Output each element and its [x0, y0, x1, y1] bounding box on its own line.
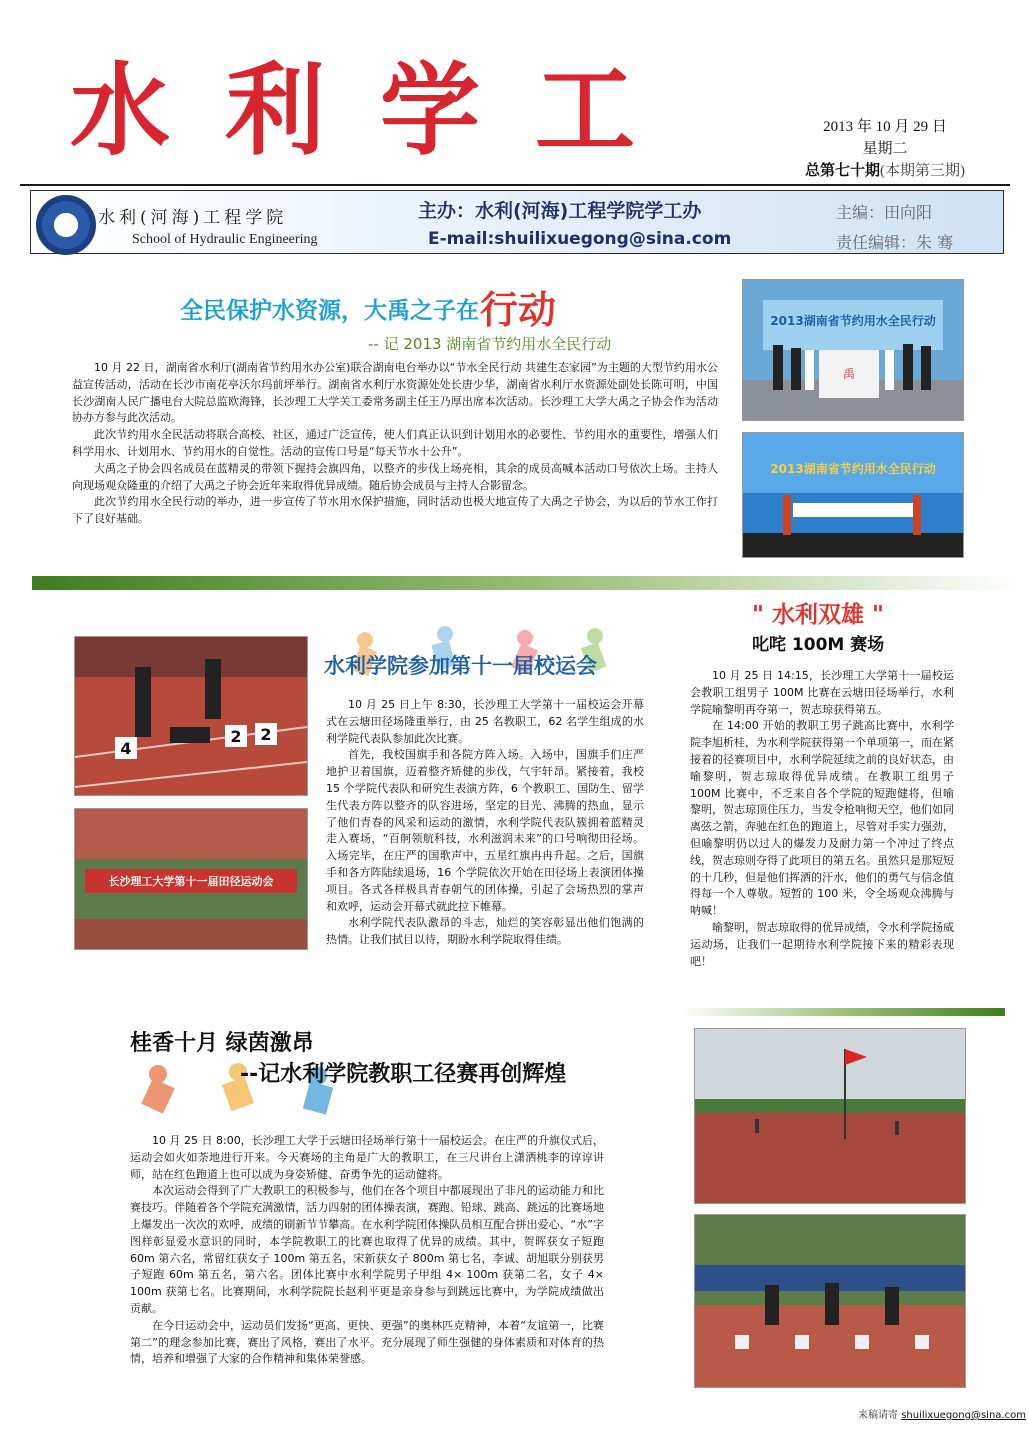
school-name-cn: 水利(河海)工程学院 — [98, 208, 288, 228]
school-logo-icon — [36, 195, 96, 255]
footer-email[interactable]: shuilixuegong@sina.com — [901, 1410, 1026, 1421]
sponsor: 主办：水利(河海)工程学院学工办 — [418, 200, 702, 222]
article1-subtitle: -- 记 2013 湖南省节约用水全民行动 — [368, 335, 612, 353]
article3-subheadline: 叱咤 100M 赛场 — [752, 635, 885, 655]
section-divider-right — [680, 1008, 1005, 1016]
footer-prefix: 来稿请寄 — [858, 1410, 898, 1421]
paragraph: 此次节约用水全民行动的举办，进一步宣传了节水用水保护措施，同时活动也极大地宣传了大禹之子协会，为以后的节水工作打下了良好基础。 — [72, 495, 718, 526]
editors — [836, 198, 953, 258]
photo2-banner-text: 2013湖南省节约用水全民行动 — [770, 462, 936, 476]
photo4-banner-text: 长沙理工大学第十一届田径运动会 — [108, 875, 274, 888]
date-block — [790, 116, 980, 182]
article1-headline: 全民保护水资源，大禹之子在 — [180, 298, 479, 324]
photo-sprinters — [694, 1214, 966, 1388]
bib-number: 4 — [120, 739, 132, 758]
footer — [858, 1406, 1026, 1421]
issue-sub: (本期第三期) — [880, 163, 965, 179]
masthead-title: 水利学工 — [70, 51, 690, 169]
paragraph: 水利学院代表队激昂的斗志，灿烂的笑容彰显出他们饱满的热情。让我们拭目以待，期盼水利学院取得佳绩。 — [326, 916, 644, 947]
paragraph: 10 月 25 日上午 8:30，长沙理工大学第十一届校运会开幕式在云塘田径场隆重举行，由 25 名教职工，62 名学生组成的水利学院代表队参加此次比赛。 — [326, 698, 644, 745]
paragraph: 喻黎明，贺志琼取得的优异成绩，令水利学院扬威运动场，让我们一起期待水利学院接下来的精彩表现吧！ — [690, 920, 954, 968]
issue-main: 总第七十期 — [804, 163, 880, 179]
article3-headline: " 水利双雄 " — [752, 602, 884, 628]
issue-number — [790, 160, 980, 182]
paragraph: 本次运动会得到了广大教职工的积极参与，他们在各个项目中都展现出了非凡的运动能力和比赛技巧。伴随着各个学院充满激情，活力四射的团体操表演，赛跑、铅球、跳高、跳远的比赛场地上爆发出一次次的欢呼，成绩的刷新节节攀高。在水利学院团体操队员相互配合拼出爱心、“水”字图样彰显爱水意识的同时，本学院教职工的比赛也取得了优异的成绩。其中，贺晖获女子短跑 60m 第六名，常留红获女子 100m 第五名，宋新获女子 800m 第七名，李诚、胡旭联分别获男子短跑 60m 第五名，第六名。团体比赛中水利学院男子甲组 4× 100m 获第二名，女子 4× 100m 获第七名。比赛期间，水利学院院长赵利平更是亲身参与到跳远比赛中，为学院成绩做出贡献。 — [130, 1184, 604, 1315]
svg-text:禹: 禹 — [842, 367, 856, 381]
paragraph: 10 月 25 日 8:00，长沙理工大学于云塘田径场举行第十一届校运会。在庄严的升旗仪式后，运动会如火如荼地进行开来。今天赛场的主角是广大的教职工，在三尺讲台上潇洒桃李的谆谆讲师，站在红色跑道上也可以成为身姿矫健、奋勇争先的运动健将。 — [130, 1134, 604, 1181]
photo-group-banner — [742, 279, 964, 421]
photo1-banner-text: 2013湖南省节约用水全民行动 — [770, 314, 936, 328]
article1-body — [72, 360, 718, 528]
photo-stage — [742, 432, 964, 558]
photo-track-flag — [694, 1028, 966, 1204]
paragraph: 在 14:00 开始的教职工男子跳高比赛中，水利学院李旭析桂，为水利学院获得第一个单项第一，而在紧接着的径赛项目中，水利学院延续之前的良好状态，由喻黎明，贺志琼取得优异成绩。在教职工组男子 100M 比赛中，不乏来自各个学院的短跑健将，但喻黎明，贺志琼顶住压力，当发令枪响彻天空，他们如同离弦之箭，奔驰在红色的跑道上，尽管对手实力强劲，但喻黎明仍以过人的爆发力及耐力第一个冲过了终点线，贺志琼则夺得了此项目的第五名。虽然只是那短短的十几秒，但是他们挥洒的汗水，他们的勇气与信念值得每一个人尊敬。短暂的 100 米，令全场观众沸腾与呐喊！ — [690, 719, 954, 918]
paragraph: 首先，我校国旗手和各院方阵入场。入场中，国旗手们庄严地护卫着国旗，迈着整齐矫健的步伐，气宇轩昂。紧接着，我校 15 个学院代表队和研究生表演方阵，6 个教职工、国防生、留学生代表方阵以整齐的队容进场，坚定的目光、沸腾的热血，显示了他们青春的风采和运动的激情，水利学院代表队簇拥着蓝精灵走入赛场，“百舸领航科技，水利滋润未来”的口号响彻田径场。入场完毕，在庄严的国歌声中，五星红旗冉冉升起。之后，国旗手和各方阵陆续退场，16 个学院依次开始在田径场上表演团体操项目。各式各样极具青春朝气的团体操，引起了会场热烈的掌声和欢呼，运动会开幕式就此拉下帷幕。 — [326, 748, 644, 913]
chief-editor: 主编：田向阳 — [836, 203, 933, 222]
paragraph: 在今日运动会中，运动员们发扬“更高、更快、更强”的奥林匹克精神，本着“友谊第一，比赛第二”的理念参加比赛，赛出了风格，赛出了水平。充分展现了师生强健的身体素质和对体育的热情，培养和增强了大家的合作精神和集体荣誉感。 — [130, 1318, 604, 1366]
paragraph: 此次节约用水全民活动将联合高校、社区，通过广泛宣传，使人们真正认识到计划用水的必要性、节约用水的重要性，增强人们科学用水、计划用水、节约用水的自觉性。活动的宣传口号是“每天节水十公升”。 — [72, 428, 718, 458]
paragraph: 10 月 22 日，湖南省水利厅(湖南省节约用水办公室)联合湖南电台举办以“节水全民行动 共建生态家园”为主题的大型节约用水公益宣传活动，活动在长沙市南花亭沃尔玛前坪举行。湖南省水利厅水资源处处长唐少华，湖南省水利厅水资源处副处长陈可明，中国长沙湖南人民广播电台大院总监欧海锋，长沙理工大学关工委常务副主任王乃厚出席本次活动。长沙理工大学大禹之子协会作为活动协办方参与此次活动。 — [72, 361, 718, 425]
bib-number: 2 — [230, 727, 242, 746]
article3-body — [690, 668, 954, 970]
contact-email[interactable]: E-mail:shuilixuegong@sina.com — [428, 229, 732, 249]
article4-headline: 桂香十月 绿茵激昂 — [130, 1031, 314, 1056]
bib-number: 2 — [260, 725, 272, 744]
issue-weekday: 星期二 — [862, 141, 908, 157]
article4-body — [130, 1133, 604, 1368]
article1-headline-emphasis: 行动 — [480, 288, 557, 332]
section-divider — [32, 576, 1017, 590]
school-name-en: School of Hydraulic Engineering — [132, 232, 318, 247]
photo-sprint-start — [74, 636, 308, 796]
issue-date: 2013 年 10 月 29 日 — [823, 119, 947, 135]
article4-subheadline: --记水利学院教职工径赛再创辉煌 — [240, 1062, 567, 1087]
paragraph: 大禹之子协会四名成员在蓝精灵的带领下握持会旗四角，以整齐的步伐上场亮相，其余的成员高喊本活动口号依次上场。主持人向现场观众隆重的介绍了大禹之子协会近年来取得优异成绩。随后协会成员与主持人合影留念。 — [72, 461, 718, 492]
responsible-editor: 责任编辑：朱 骞 — [836, 233, 954, 252]
photo-stadium — [74, 808, 308, 950]
paragraph: 10 月 25 日 14:15，长沙理工大学第十一届校运会教职工组男子 100M 比赛在云塘田径场举行，水利学院喻黎明再夺第一，贺志琼获得第五。 — [690, 669, 954, 716]
article2-body — [326, 697, 644, 949]
article2-headline: 水利学院参加第十一届校运会 — [324, 654, 597, 678]
top-rule — [20, 184, 1010, 186]
